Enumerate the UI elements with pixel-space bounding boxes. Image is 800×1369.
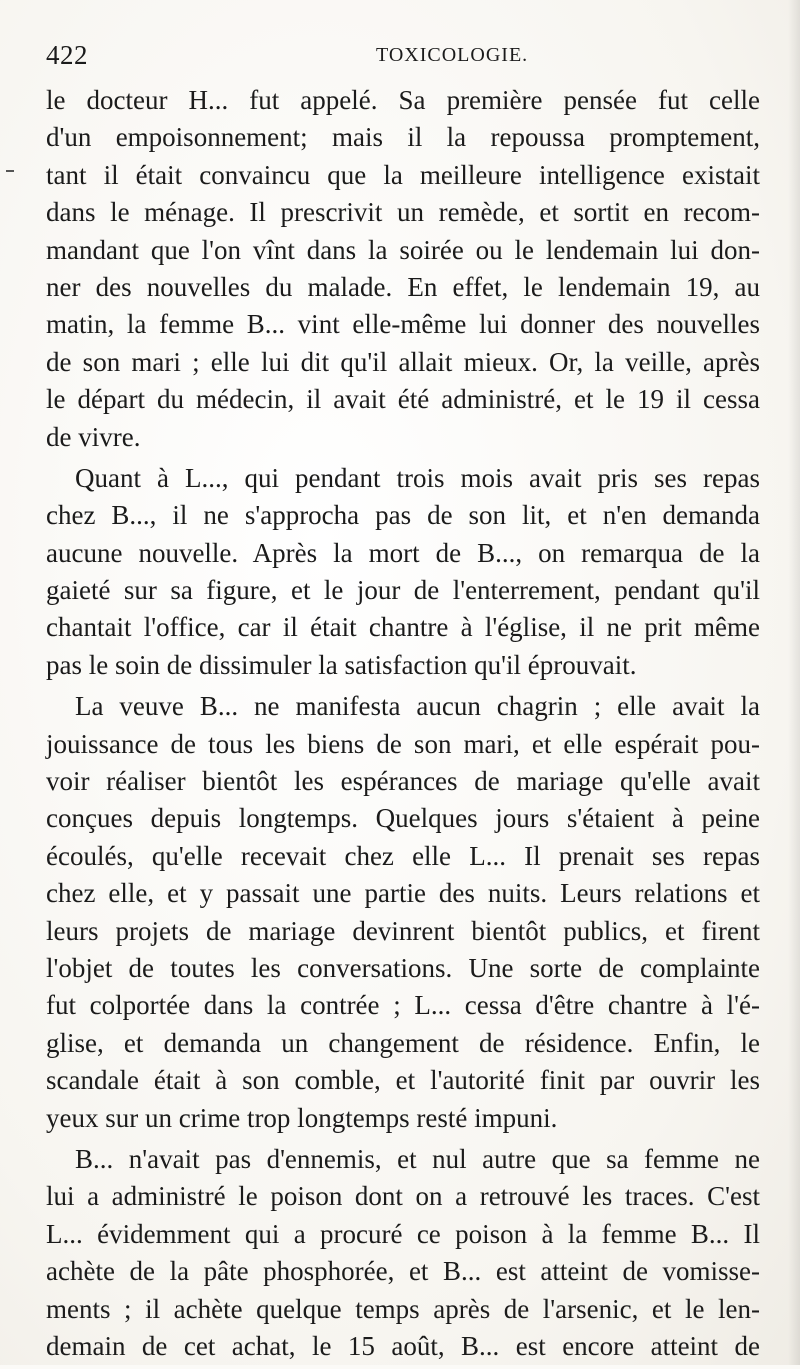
text-line: le docteur H... fut appelé. Sa première pensée fut celle <box>46 85 760 115</box>
text-line: conçues depuis longtemps. Quelques jours s'étaient à peine <box>46 803 760 834</box>
margin-mark <box>6 170 14 172</box>
text-line: achète de la pâte phosphorée, et B... est atteint de vomisse- <box>46 1256 760 1287</box>
text-line: de vivre. <box>46 421 141 452</box>
text-line: glise, et demanda un changement de résidence. Enfin, le <box>46 1027 760 1058</box>
body-text <box>46 82 760 1369</box>
text-line: l'objet de toutes les conversations. Une sorte de complainte <box>46 952 760 983</box>
text-line: lui a administré le poison dont on a retrouvé les traces. C'est <box>46 1181 760 1212</box>
page-edge-shadow <box>788 0 800 1365</box>
text-line: gaieté sur sa figure, et le jour de l'enterrement, pendant qu'il <box>46 575 760 606</box>
text-line: scandale était à son comble, et l'autorité finit par ouvrir les <box>46 1065 760 1096</box>
paragraph <box>46 82 760 456</box>
paragraph <box>46 460 760 684</box>
text-line: mandant que l'on vînt dans la soirée ou le lendemain lui don- <box>46 234 760 265</box>
text-line: écoulés, qu'elle recevait chez elle L... Il prenait ses repas <box>46 840 760 871</box>
text-line: aucune nouvelle. Après la mort de B..., on remarqua de la <box>46 537 760 568</box>
paragraph <box>46 688 760 1137</box>
text-line: ner des nouvelles du malade. En effet, le lendemain 19, au <box>46 271 760 302</box>
text-line: chantait l'office, car il était chantre à l'église, il ne prit même <box>46 612 760 643</box>
text-line: yeux sur un crime trop longtemps resté impuni. <box>46 1102 558 1133</box>
text-line: leurs projets de mariage devinrent bientôt publics, et firent <box>46 915 760 946</box>
page-header <box>46 36 762 76</box>
text-line: ments ; il achète quelque temps après de l'arsenic, et le len- <box>46 1293 760 1324</box>
text-line: d'un empoisonnement; mais il la repoussa promptement, <box>46 122 760 153</box>
text-line: fut colportée dans la contrée ; L... cessa d'être chantre à l'é- <box>46 990 760 1021</box>
paragraph <box>46 1141 760 1365</box>
text-line: tant il était convaincu que la meilleure intelligence existait <box>46 159 760 190</box>
text-line: le départ du médecin, il avait été administré, et le 19 il cessa <box>46 384 760 415</box>
text-line: B... n'avait pas d'ennemis, et nul autre que sa femme ne <box>75 1143 760 1174</box>
text-line: Quant à L..., qui pendant trois mois avait pris ses repas <box>75 462 760 493</box>
text-line: L... évidemment qui a procuré ce poison à la femme B... Il <box>46 1218 760 1249</box>
text-line: matin, la femme B... vint elle-même lui donner des nouvelles <box>46 309 760 340</box>
running-head: TOXICOLOGIE. <box>376 44 529 66</box>
text-line: chez B..., il ne s'approcha pas de son lit, et n'en demanda <box>46 500 760 531</box>
page-number: 422 <box>46 40 88 70</box>
text-line: jouissance de tous les biens de son mari, et elle espérait pou- <box>46 728 760 759</box>
text-line: dans le ménage. Il prescrivit un remède, et sortit en recom- <box>46 197 760 228</box>
text-line: voir réaliser bientôt les espérances de mariage qu'elle avait <box>46 766 760 797</box>
text-line: La veuve B... ne manifesta aucun chagrin ; elle avait la <box>75 691 760 722</box>
text-line: de son mari ; elle lui dit qu'il allait mieux. Or, la veille, après <box>46 346 760 377</box>
text-line: demain de cet achat, le 15 août, B... est encore atteint de <box>46 1330 760 1361</box>
text-line: pas le soin de dissimuler la satisfaction qu'il éprouvait. <box>46 649 637 680</box>
text-line: chez elle, et y passait une partie des nuits. Leurs relations et <box>46 878 760 909</box>
